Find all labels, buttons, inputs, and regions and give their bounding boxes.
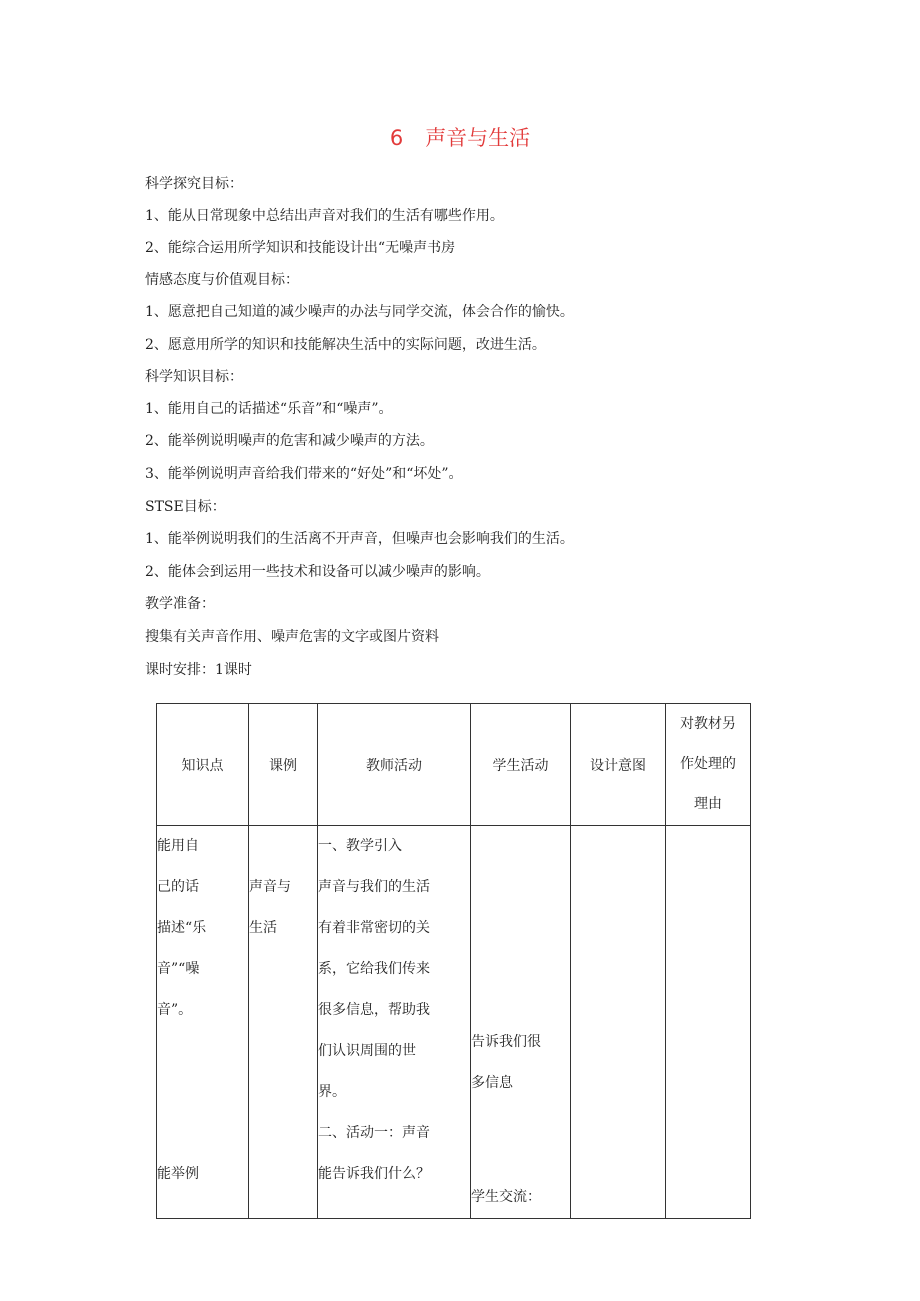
cell-line: 界。 [318,1084,346,1100]
schedule-text: 课时安排：1课时 [145,662,252,678]
header-teacher: 教师活动 [318,704,471,826]
cell-line: 二、活动一：声音 [318,1125,430,1141]
header-reason-line: 作处理的 [680,755,736,772]
cell-example [249,826,318,1219]
cell-line: 生活 [249,920,277,936]
header-knowledge: 知识点 [157,704,249,826]
header-reason-line: 对教材另 [680,715,736,732]
cell-line: 能告诉我们什么？ [318,1166,430,1182]
lesson-table [156,703,751,1219]
objective-line: 1、能从日常现象中总结出声音对我们的生活有哪些作用。 [145,208,504,224]
cell-line: 告诉我们很 [471,1034,541,1050]
header-student: 学生活动 [471,704,571,826]
cell-teacher [318,826,471,1219]
cell-line: 己的话 [157,879,199,895]
cell-line: 们认识周围的世 [318,1043,416,1059]
cell-line: 系，它给我们传来 [318,961,430,977]
objective-heading-attitude: 情感态度与价值观目标： [145,272,299,288]
cell-line: 多信息 [471,1075,513,1091]
header-reason [666,704,751,826]
objective-heading-knowledge: 科学知识目标： [145,369,243,385]
cell-line: 音”。 [157,1002,193,1018]
objective-line: 1、愿意把自己知道的减少噪声的办法与同学交流，体会合作的愉快。 [145,304,574,320]
objective-line: 2、愿意用所学的知识和技能解决生活中的实际问题，改进生活。 [145,337,546,353]
objective-line: 1、能用自己的话描述“乐音”和“噪声”。 [145,401,393,417]
preparation-heading: 教学准备： [145,596,215,612]
objective-line: 2、能综合运用所学知识和技能设计出“无噪声书房 [145,240,456,256]
cell-line: 能举例 [157,1166,199,1182]
header-example: 课例 [249,704,318,826]
objective-line: 2、能举例说明噪声的危害和减少噪声的方法。 [145,433,434,449]
cell-design [571,826,666,1219]
objective-heading-stse: STSE目标： [145,499,226,515]
header-design: 设计意图 [571,704,666,826]
cell-line: 一、教学引入 [318,838,402,854]
cell-reason [666,826,751,1219]
cell-line: 描述“乐 [157,920,207,936]
objective-heading-inquiry: 科学探究目标： [145,176,243,192]
preparation-text: 搜集有关声音作用、噪声危害的文字或图片资料 [145,629,439,645]
objective-line: 1、能举例说明我们的生活离不开声音，但噪声也会影响我们的生活。 [145,531,574,547]
cell-student [471,826,571,1219]
cell-line: 能用自 [157,838,199,854]
objective-line: 3、能举例说明声音给我们带来的“好处”和“坏处”。 [145,466,463,482]
cell-line: 声音与 [249,879,291,895]
cell-line: 音”“噪 [157,961,200,977]
lesson-number: 6 [389,126,404,150]
page-title [0,122,920,152]
objective-line: 2、能体会到运用一些技术和设备可以减少噪声的影响。 [145,564,490,580]
cell-line: 很多信息，帮助我 [318,1002,430,1018]
cell-line: 声音与我们的生活 [318,879,430,895]
lesson-title: 声音与生活 [425,126,531,150]
header-reason-line: 理由 [694,795,722,812]
cell-line: 有着非常密切的关 [318,920,430,936]
table-row [157,826,751,1219]
cell-line: 学生交流： [471,1189,541,1205]
table-header-row [157,704,751,826]
cell-knowledge [157,826,249,1219]
